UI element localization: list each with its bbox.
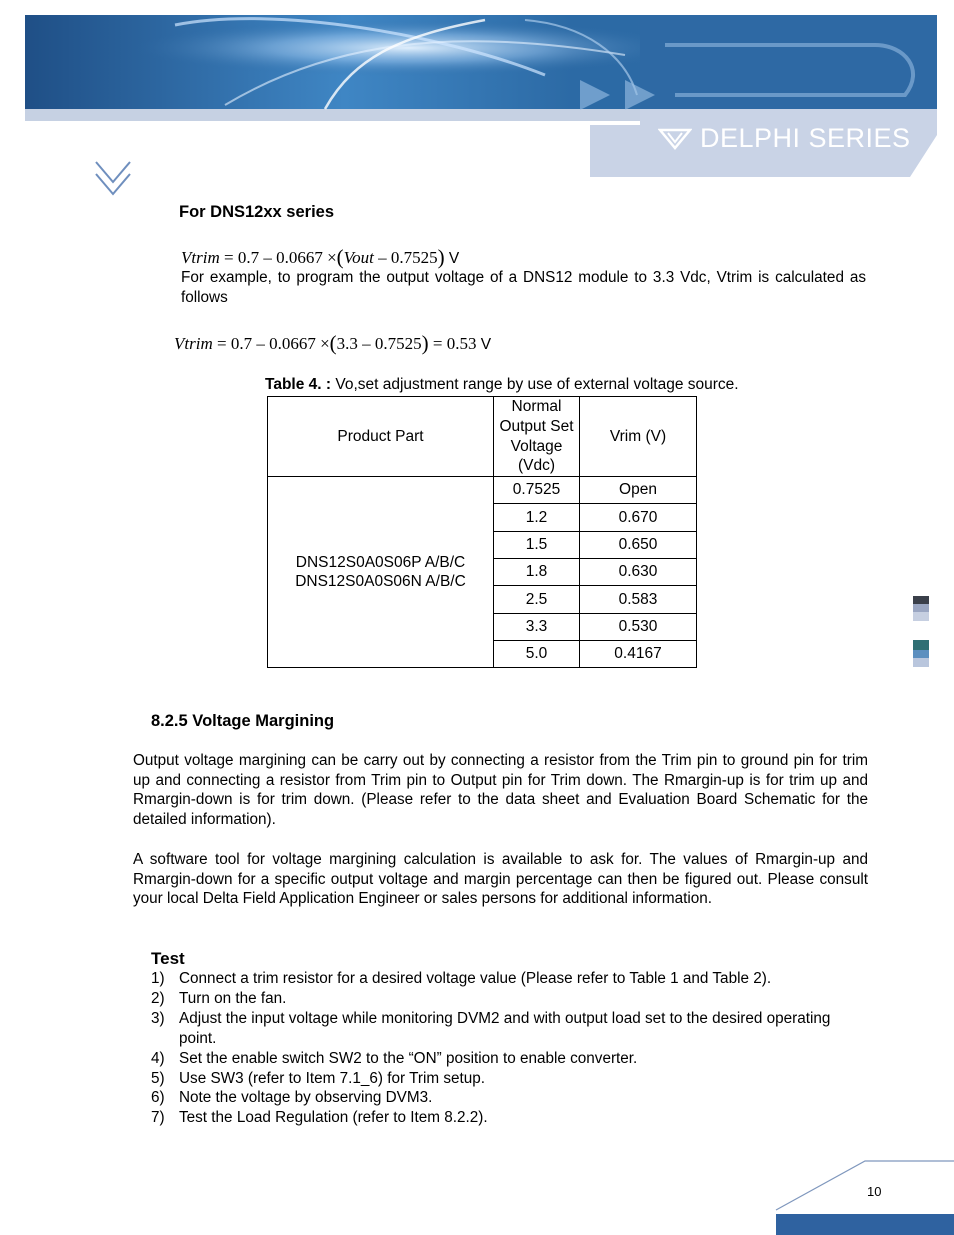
header-nominal-line: Normal <box>511 398 562 415</box>
test-steps-list <box>151 969 851 1128</box>
formula-lhs: Vtrim <box>181 248 220 267</box>
test-heading: Test <box>151 949 185 968</box>
step-text: Turn on the fan. <box>179 989 287 1007</box>
step-number: 3) <box>151 1009 165 1027</box>
table-header-row <box>268 397 697 477</box>
step-text: Test the Load Regulation (refer to Item 8.2.2). <box>179 1109 488 1127</box>
header-nominal-voltage <box>494 397 580 477</box>
list-item <box>151 1108 851 1128</box>
vrim-cell: 0.583 <box>580 586 697 613</box>
formula2-lhs: Vtrim <box>174 334 213 353</box>
step-number: 5) <box>151 1069 165 1087</box>
step-number: 7) <box>151 1109 165 1127</box>
list-item <box>151 969 851 989</box>
vtrim-example-formula: Vtrim = 0.7 – 0.0667 ×(3.3 – 0.7525) = 0.53 V <box>174 331 492 355</box>
voltage-adjust-table <box>267 396 697 668</box>
margining-paragraph-1: Output voltage margining can be carry out by connecting a resistor from the Trim pin to ground pin for trim up and connecting a resistor from Trim pin to Output pin for Trim down. The Rmargin-up is for trim up and Rmargin-down is for trim down. (Please refer to the data sheet and Evaluation Board Schematic for the detailed information). <box>133 752 868 828</box>
header-vrim: Vrim (V) <box>580 397 697 477</box>
margining-paragraph-2: A software tool for voltage margining calculation is available to ask for. The values of Rmargin-up and Rmargin-down for a specific output voltage and margin percentage can then be figured out. Please consult your local Delta Field Application Engineer or sales persons for additional information. <box>133 851 868 908</box>
vout-cell: 1.2 <box>494 504 580 531</box>
step-text: Adjust the input voltage while monitoring DVM2 and with output load set to the desired operating point. <box>179 1009 831 1047</box>
vrim-cell: 0.4167 <box>580 640 697 667</box>
formula-unit: V <box>448 250 460 267</box>
formula2-result: = 0.53 <box>432 334 477 353</box>
vrim-cell: 0.530 <box>580 613 697 640</box>
table-caption-text: Vo,set adjustment range by use of external voltage source. <box>331 376 739 393</box>
delphi-logo-icon <box>658 127 692 151</box>
step-text: Connect a trim resistor for a desired voltage value (Please refer to Table 1 and Table 2). <box>179 970 772 987</box>
brand-title: DELPHI SERIES <box>700 123 911 153</box>
step-number: 6) <box>151 1089 165 1107</box>
table-caption <box>265 376 739 394</box>
vout-cell: 5.0 <box>494 640 580 667</box>
example-paragraph: For example, to program the output voltage of a DNS12 module to 3.3 Vdc, Vtrim is calculated as follows <box>181 269 866 306</box>
table-row <box>268 477 697 504</box>
step-text: Use SW3 (refer to Item 7.1_6) for Trim setup. <box>179 1069 486 1087</box>
formula2-unit: V <box>480 336 492 353</box>
step-number: 4) <box>151 1049 165 1067</box>
step-number: 2) <box>151 989 165 1007</box>
vtrim-formula: Vtrim = 0.7 – 0.0667 ×(Vout – 0.7525) V <box>181 245 460 269</box>
formula2-const: 0.7 – 0.0667 × <box>230 334 330 353</box>
footer-decoration <box>775 1158 954 1235</box>
formula-const: 0.7 – 0.0667 × <box>237 248 337 267</box>
section-heading-margining: 8.2.5 Voltage Margining <box>151 712 335 730</box>
vout-cell: 1.5 <box>494 531 580 558</box>
vrim-cell: 0.670 <box>580 504 697 531</box>
list-item <box>151 989 851 1009</box>
formula-var: Vout <box>343 248 374 267</box>
page-number: 10 <box>867 1184 882 1199</box>
step-number: 1) <box>151 970 165 987</box>
vrim-cell: 0.650 <box>580 531 697 558</box>
product-part-name: DNS12S0A0S06P A/B/C <box>295 553 466 571</box>
list-item <box>151 1049 851 1069</box>
formula-inner-rest: – 0.7525 <box>373 248 438 267</box>
vout-cell: 1.8 <box>494 559 580 586</box>
vout-cell: 3.3 <box>494 613 580 640</box>
list-item <box>151 1088 851 1108</box>
vrim-cell: Open <box>580 477 697 504</box>
product-part-cell <box>268 477 494 668</box>
chevron-down-icon <box>94 160 132 196</box>
header-nominal-line: Output Set <box>499 417 574 435</box>
header-banner <box>25 15 937 180</box>
header-nominal-line: (Vdc) <box>517 457 556 475</box>
step-text: Set the enable switch SW2 to the “ON” position to enable converter. <box>179 1049 638 1067</box>
table-caption-label: Table 4. : <box>265 376 332 393</box>
formula2-inner: 3.3 – 0.7525 <box>336 334 422 353</box>
product-part-name: DNS12S0A0S06N A/B/C <box>295 573 466 591</box>
header-nominal-line: Voltage <box>510 437 563 455</box>
header-product-part: Product Part <box>268 397 494 477</box>
list-item <box>151 1069 851 1089</box>
vout-cell: 2.5 <box>494 586 580 613</box>
vout-cell: 0.7525 <box>494 477 580 504</box>
list-item <box>151 1009 851 1049</box>
vrim-cell: 0.630 <box>580 559 697 586</box>
step-text: Note the voltage by observing DVM3. <box>179 1089 433 1107</box>
section-heading-dns12xx: For DNS12xx series <box>179 203 335 221</box>
